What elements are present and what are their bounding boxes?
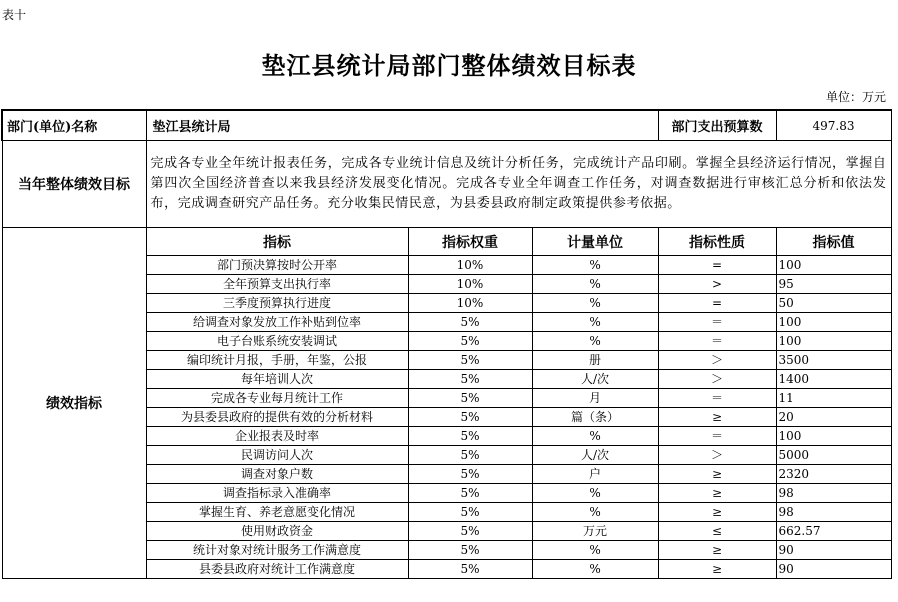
indicator-unit: 人/次: [532, 446, 658, 465]
indicator-value: 662.57: [776, 522, 891, 541]
indicator-unit: 户: [532, 465, 658, 484]
column-header-value: 指标值: [776, 228, 891, 256]
indicator-nature: ＞: [658, 446, 776, 465]
indicator-value: 90: [776, 541, 891, 560]
indicator-value: 100: [776, 256, 891, 275]
indicator-unit: 册: [532, 351, 658, 370]
indicator-name: 县委县政府对统计工作满意度: [146, 560, 408, 579]
indicator-unit: 篇（条）: [532, 408, 658, 427]
indicator-weight: 5%: [408, 541, 532, 560]
indicator-weight: 5%: [408, 351, 532, 370]
indicator-weight: 5%: [408, 332, 532, 351]
indicator-nature: ≥: [658, 560, 776, 579]
indicator-unit: %: [532, 294, 658, 313]
indicator-unit: %: [532, 427, 658, 446]
page-title: 垫江县统计局部门整体绩效目标表: [261, 51, 637, 80]
column-header-weight: 指标权重: [408, 228, 532, 256]
unit-note: 单位：万元: [825, 90, 886, 104]
budget-label: 部门支出预算数: [658, 110, 776, 141]
indicator-unit: %: [532, 275, 658, 294]
indicator-unit: %: [532, 256, 658, 275]
indicator-value: 2320: [776, 465, 891, 484]
indicator-nature: ≥: [658, 484, 776, 503]
indicator-nature: =: [658, 294, 776, 313]
indicator-value: 5000: [776, 446, 891, 465]
indicator-unit: %: [532, 484, 658, 503]
indicator-unit: 月: [532, 389, 658, 408]
indicator-weight: 5%: [408, 560, 532, 579]
indicator-weight: 10%: [408, 275, 532, 294]
indicator-name: 调查指标录入准确率: [146, 484, 408, 503]
column-header-unit: 计量单位: [532, 228, 658, 256]
indicator-nature: ＝: [658, 332, 776, 351]
indicator-weight: 5%: [408, 427, 532, 446]
indicator-value: 100: [776, 427, 891, 446]
indicator-value: 1400: [776, 370, 891, 389]
indicator-value: 20: [776, 408, 891, 427]
indicator-nature: ≥: [658, 541, 776, 560]
indicator-unit: 人/次: [532, 370, 658, 389]
indicator-nature: ＞: [658, 351, 776, 370]
indicator-value: 100: [776, 313, 891, 332]
annual-goal-text: 完成各专业全年统计报表任务，完成各专业统计信息及统计分析任务，完成统计产品印刷。掌握全县经济运行情况，掌握自第四次全国经济普查以来我县经济发展变化情况。完成各专业全年调查工作任务，对调查数据进行审核汇总分析和依法发布，完成调查研究产品任务。充分收集民情民意，为县委县政府制定政策提供参考依据。: [146, 141, 891, 228]
indicator-nature: ≤: [658, 522, 776, 541]
indicator-weight: 5%: [408, 503, 532, 522]
indicator-unit: %: [532, 541, 658, 560]
indicator-name: 调查对象户数: [146, 465, 408, 484]
indicator-unit: %: [532, 313, 658, 332]
indicator-unit: %: [532, 503, 658, 522]
indicator-name: 部门预决算按时公开率: [146, 256, 408, 275]
indicator-name: 电子台账系统安装调试: [146, 332, 408, 351]
table-number-label: 表十: [2, 8, 27, 22]
indicator-name: 企业报表及时率: [146, 427, 408, 446]
indicator-name: 全年预算支出执行率: [146, 275, 408, 294]
indicator-name: 掌握生育、养老意愿变化情况: [146, 503, 408, 522]
performance-indicators-label: 绩效指标: [2, 228, 146, 579]
indicator-value: 50: [776, 294, 891, 313]
indicator-weight: 5%: [408, 484, 532, 503]
indicator-nature: >: [658, 275, 776, 294]
indicator-name: 完成各专业每月统计工作: [146, 389, 408, 408]
dept-name-label: 部门(单位)名称: [2, 110, 146, 141]
indicator-unit: 万元: [532, 522, 658, 541]
indicator-weight: 5%: [408, 370, 532, 389]
indicator-nature: ＞: [658, 370, 776, 389]
annual-goal-label: 当年整体绩效目标: [2, 141, 146, 228]
indicator-nature: ＝: [658, 313, 776, 332]
indicator-weight: 5%: [408, 446, 532, 465]
indicator-value: 98: [776, 503, 891, 522]
indicator-nature: ＝: [658, 427, 776, 446]
indicator-weight: 10%: [408, 256, 532, 275]
dept-name-value: 垫江县统计局: [146, 110, 658, 141]
indicator-value: 3500: [776, 351, 891, 370]
indicator-unit: %: [532, 560, 658, 579]
indicator-weight: 5%: [408, 408, 532, 427]
indicator-nature: ≥: [658, 503, 776, 522]
indicator-nature: ≥: [658, 408, 776, 427]
indicator-name: 使用财政资金: [146, 522, 408, 541]
indicator-name: 每年培训人次: [146, 370, 408, 389]
indicator-weight: 5%: [408, 465, 532, 484]
indicator-value: 100: [776, 332, 891, 351]
indicator-unit: %: [532, 332, 658, 351]
indicator-value: 11: [776, 389, 891, 408]
indicator-value: 95: [776, 275, 891, 294]
indicator-nature: ≥: [658, 465, 776, 484]
indicator-value: 90: [776, 560, 891, 579]
budget-value: 497.83: [776, 110, 891, 141]
indicator-name: 民调访问人次: [146, 446, 408, 465]
column-header-indicator: 指标: [146, 228, 408, 256]
indicator-value: 98: [776, 484, 891, 503]
indicator-weight: 5%: [408, 389, 532, 408]
performance-target-table: [1, 109, 892, 579]
indicator-nature: =: [658, 256, 776, 275]
indicator-name: 三季度预算执行进度: [146, 294, 408, 313]
indicator-weight: 5%: [408, 313, 532, 332]
column-header-nature: 指标性质: [658, 228, 776, 256]
indicator-name: 编印统计月报，手册，年鉴，公报: [146, 351, 408, 370]
indicator-nature: ＝: [658, 389, 776, 408]
indicator-name: 给调查对象发放工作补贴到位率: [146, 313, 408, 332]
indicator-weight: 10%: [408, 294, 532, 313]
indicator-weight: 5%: [408, 522, 532, 541]
indicator-name: 统计对象对统计服务工作满意度: [146, 541, 408, 560]
indicator-name: 为县委县政府的提供有效的分析材料: [146, 408, 408, 427]
